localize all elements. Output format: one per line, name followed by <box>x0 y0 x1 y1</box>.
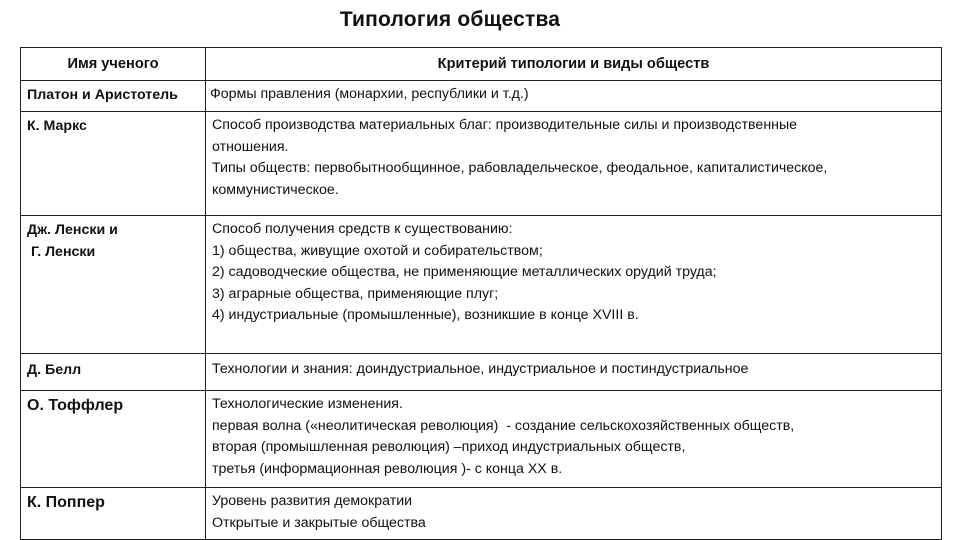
scientist-name <box>21 216 206 354</box>
table-row <box>21 112 942 216</box>
table-row <box>21 216 942 354</box>
scientist-name-line: К. Поппер <box>27 494 105 511</box>
criterion-line: Открытые и закрытые общества <box>212 514 426 531</box>
scientist-name <box>21 112 206 216</box>
criterion-cell <box>206 391 942 488</box>
scientist-name <box>21 354 206 391</box>
scientist-name-line: Г. Ленски <box>27 243 96 260</box>
criterion-cell <box>206 354 942 391</box>
criterion-line: 4) индустриальные (промышленные), возникшие в конце XVIII в. <box>212 307 639 323</box>
criterion-cell <box>206 112 942 216</box>
criterion-line: Формы правления (монархии, республики и т.д.) <box>210 86 529 102</box>
criterion-line: коммунистическое. <box>212 181 339 198</box>
page-title: Типология общества <box>339 8 561 31</box>
scientist-name-line: Д. Белл <box>27 362 82 378</box>
criterion-line: Технологии и знания: доиндустриальное, индустриальное и постиндустриальное <box>212 361 749 377</box>
criterion-cell <box>206 216 942 354</box>
criterion-line: 2) садоводческие общества, не применяющие металлических орудий труда; <box>212 264 717 280</box>
scientist-name-line: К. Маркс <box>27 118 87 134</box>
criterion-line: отношения. <box>212 138 289 155</box>
scientist-name <box>21 81 206 112</box>
criterion-line: первая волна («неолитическая революция) - создание сельскохозяйственных обществ, <box>212 417 795 434</box>
table-row <box>21 354 942 391</box>
criterion-line: третья (информационная революция )- с конца XX в. <box>212 460 563 477</box>
criterion-line: 3) аграрные общества, применяющие плуг; <box>212 285 499 302</box>
typology-table <box>20 47 942 540</box>
scientist-name-line: О. Тоффлер <box>27 397 124 414</box>
table-row <box>21 488 942 540</box>
scientist-name-line: Платон и Аристотель <box>27 87 178 103</box>
criterion-cell <box>206 81 942 112</box>
scientist-name <box>21 391 206 488</box>
criterion-line: Способ производства материальных благ: производительные силы и производственные <box>212 117 798 133</box>
criterion-line: Типы обществ: первобытнообщинное, рабовладельческое, феодальное, капиталистическое, <box>212 160 828 176</box>
table-row <box>21 391 942 488</box>
header-criterion: Критерий типологии и виды обществ <box>206 48 942 81</box>
scientist-name <box>21 488 206 540</box>
header-row <box>21 48 942 81</box>
criterion-line: 1) общества, живущие охотой и собирательством; <box>212 242 543 259</box>
header-scientist-name: Имя ученого <box>21 48 206 81</box>
criterion-cell <box>206 488 942 540</box>
table-row <box>21 81 942 112</box>
criterion-line: Технологические изменения. <box>212 396 403 412</box>
criterion-line: вторая (промышленная революция) –приход индустриальных обществ, <box>212 439 686 455</box>
scientist-name-line: Дж. Ленски и <box>27 222 118 238</box>
criterion-line: Уровень развития демократии <box>212 493 413 509</box>
criterion-line: Способ получения средств к существованию: <box>212 221 513 237</box>
